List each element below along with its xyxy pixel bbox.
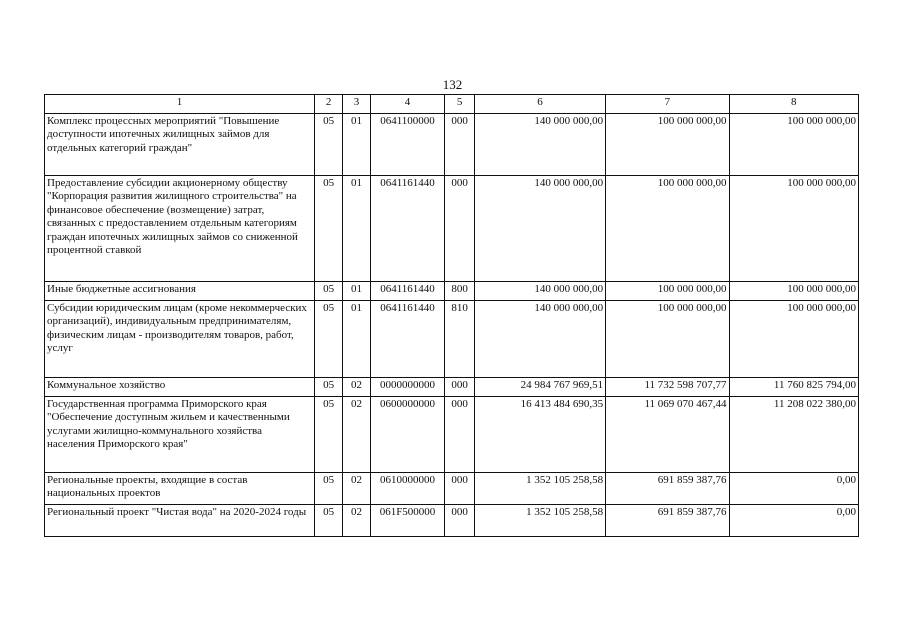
row-name: Коммунальное хозяйство xyxy=(45,378,315,397)
row-amount-col-8: 11 760 825 794,00 xyxy=(729,378,858,397)
row-amount-col-6: 140 000 000,00 xyxy=(474,176,605,282)
row-subsection: 01 xyxy=(343,301,370,378)
row-subsection: 01 xyxy=(343,114,370,176)
row-name: Государственная программа Приморского края "Обеспечение доступным жильем и качественными услугами жилищно-коммунального хозяйства населения Приморского края" xyxy=(45,397,315,473)
row-expense-type: 000 xyxy=(445,505,474,537)
row-name: Субсидии юридическим лицам (кроме некоммерческих организаций), индивидуальным предпринимателям, физическим лицам - производителям товаров, работ, услуг xyxy=(45,301,315,378)
row-target-code: 0641100000 xyxy=(370,114,445,176)
row-subsection: 02 xyxy=(343,397,370,473)
row-amount-col-7: 691 859 387,76 xyxy=(606,473,729,505)
row-amount-col-7: 100 000 000,00 xyxy=(606,301,729,378)
table-row xyxy=(45,301,859,378)
budget-table xyxy=(44,94,859,537)
row-expense-type: 000 xyxy=(445,114,474,176)
row-amount-col-7: 100 000 000,00 xyxy=(606,176,729,282)
header-col-6: 6 xyxy=(474,95,605,114)
header-col-8: 8 xyxy=(729,95,858,114)
row-amount-col-6: 1 352 105 258,58 xyxy=(474,505,605,537)
table-row xyxy=(45,505,859,537)
row-section: 05 xyxy=(314,505,342,537)
row-section: 05 xyxy=(314,282,342,301)
row-amount-col-8: 100 000 000,00 xyxy=(729,301,858,378)
row-expense-type: 000 xyxy=(445,176,474,282)
row-subsection: 01 xyxy=(343,176,370,282)
row-amount-col-8: 100 000 000,00 xyxy=(729,282,858,301)
row-amount-col-8: 100 000 000,00 xyxy=(729,176,858,282)
row-subsection: 02 xyxy=(343,473,370,505)
row-name: Региональные проекты, входящие в состав национальных проектов xyxy=(45,473,315,505)
row-amount-col-7: 11 732 598 707,77 xyxy=(606,378,729,397)
row-target-code: 0641161440 xyxy=(370,301,445,378)
row-name: Комплекс процессных мероприятий "Повышение доступности ипотечных жилищных займов для отдельных категорий граждан" xyxy=(45,114,315,176)
row-name: Региональный проект "Чистая вода" на 2020-2024 годы xyxy=(45,505,315,537)
row-target-code: 0641161440 xyxy=(370,176,445,282)
row-expense-type: 000 xyxy=(445,378,474,397)
row-section: 05 xyxy=(314,114,342,176)
row-amount-col-7: 100 000 000,00 xyxy=(606,282,729,301)
row-section: 05 xyxy=(314,301,342,378)
row-target-code: 0000000000 xyxy=(370,378,445,397)
row-amount-col-6: 140 000 000,00 xyxy=(474,282,605,301)
row-amount-col-6: 24 984 767 969,51 xyxy=(474,378,605,397)
header-col-1: 1 xyxy=(45,95,315,114)
row-section: 05 xyxy=(314,378,342,397)
row-amount-col-8: 0,00 xyxy=(729,473,858,505)
row-amount-col-8: 11 208 022 380,00 xyxy=(729,397,858,473)
row-expense-type: 810 xyxy=(445,301,474,378)
row-amount-col-6: 140 000 000,00 xyxy=(474,301,605,378)
header-col-5: 5 xyxy=(445,95,474,114)
row-section: 05 xyxy=(314,176,342,282)
table-row xyxy=(45,473,859,505)
page-number: 132 xyxy=(442,77,463,92)
row-target-code: 0600000000 xyxy=(370,397,445,473)
row-name: Предоставление субсидии акционерному обществу "Корпорация развития жилищного строительства" на финансовое обеспечение (возмещение) затрат, связанных с предоставлением отдельным категориям граждан ипотечных жилищных займов со сниженной процентной ставкой xyxy=(45,176,315,282)
row-name: Иные бюджетные ассигнования xyxy=(45,282,315,301)
header-col-3: 3 xyxy=(343,95,370,114)
row-target-code: 061F500000 xyxy=(370,505,445,537)
row-expense-type: 000 xyxy=(445,473,474,505)
table-row xyxy=(45,176,859,282)
row-amount-col-7: 100 000 000,00 xyxy=(606,114,729,176)
row-subsection: 02 xyxy=(343,505,370,537)
row-amount-col-7: 691 859 387,76 xyxy=(606,505,729,537)
table-row xyxy=(45,397,859,473)
row-amount-col-6: 16 413 484 690,35 xyxy=(474,397,605,473)
table-row xyxy=(45,114,859,176)
row-expense-type: 000 xyxy=(445,397,474,473)
row-section: 05 xyxy=(314,397,342,473)
table-row xyxy=(45,378,859,397)
row-amount-col-7: 11 069 070 467,44 xyxy=(606,397,729,473)
row-subsection: 01 xyxy=(343,282,370,301)
row-target-code: 0610000000 xyxy=(370,473,445,505)
row-expense-type: 800 xyxy=(445,282,474,301)
header-col-7: 7 xyxy=(606,95,729,114)
row-target-code: 0641161440 xyxy=(370,282,445,301)
row-section: 05 xyxy=(314,473,342,505)
header-row xyxy=(45,95,859,114)
row-subsection: 02 xyxy=(343,378,370,397)
row-amount-col-8: 0,00 xyxy=(729,505,858,537)
header-col-4: 4 xyxy=(370,95,445,114)
header-col-2: 2 xyxy=(314,95,342,114)
table-row xyxy=(45,282,859,301)
row-amount-col-8: 100 000 000,00 xyxy=(729,114,858,176)
row-amount-col-6: 140 000 000,00 xyxy=(474,114,605,176)
row-amount-col-6: 1 352 105 258,58 xyxy=(474,473,605,505)
